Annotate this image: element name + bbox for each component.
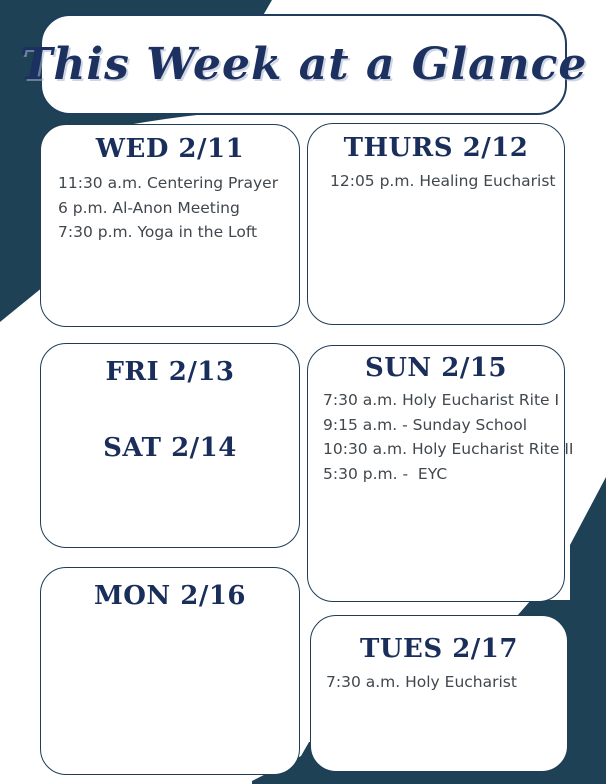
card-thursday [307,123,565,325]
day-header-wednesday: WED 2/11 [95,134,245,164]
day-header-sunday: SUN 2/15 [364,353,508,383]
card-sunday [307,345,574,602]
event-item: 9:15 a.m. - Sunday School [323,415,528,434]
event-item: 11:30 a.m. Centering Prayer [58,174,279,192]
event-list-tuesday [311,670,567,695]
title-banner [19,14,588,115]
event-item: 7:30 a.m. Holy Eucharist [326,673,517,691]
card-wednesday [40,124,300,327]
event-item: 12:05 p.m. Healing Eucharist [330,172,556,190]
day-header-saturday: SAT 2/14 [103,433,237,463]
event-item: 7:30 a.m. Holy Eucharist Rite I [323,391,560,409]
event-list-wednesday [41,171,299,245]
event-item: 7:30 p.m. Yoga in the Loft [58,223,258,241]
event-item: 6 p.m. Al-Anon Meeting [58,198,240,217]
event-list-thursday [308,169,564,194]
day-header-friday: FRI 2/13 [105,357,235,387]
card-friday-saturday [40,343,300,548]
day-header-tuesday: TUES 2/17 [360,634,518,664]
day-header-thursday: THURS 2/12 [343,133,529,163]
page-title: This Week at a Glance [19,39,588,90]
day-header-monday: MON 2/16 [93,581,246,611]
event-list-sunday [308,388,574,486]
card-monday [40,567,300,775]
card-tuesday [310,615,568,772]
event-item: 10:30 a.m. Holy Eucharist Rite II [323,440,574,458]
event-item: 5:30 p.m. - EYC [323,464,448,483]
